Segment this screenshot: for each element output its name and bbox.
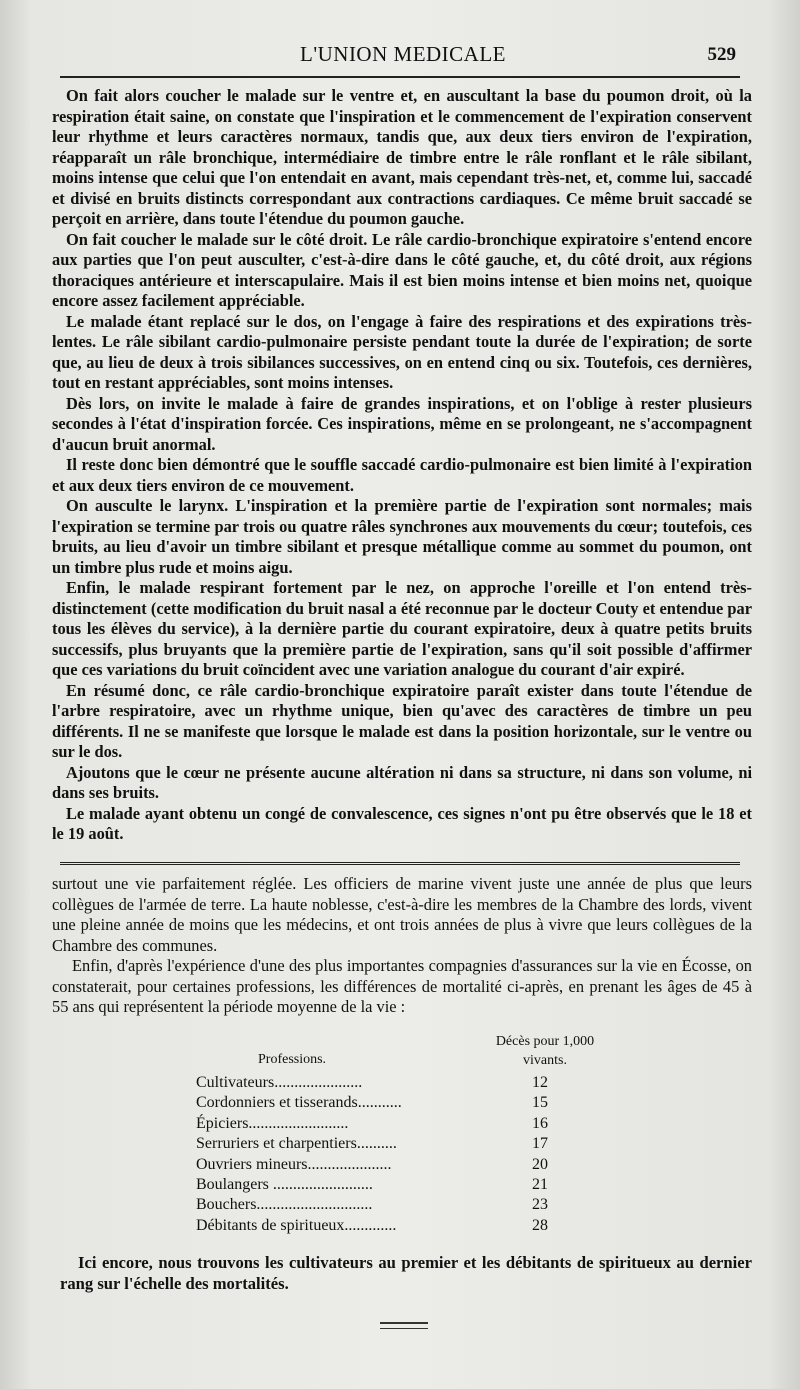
paragraph: surtout une vie parfaitement réglée. Les officiers de marine vivent juste une année de plus que leurs collègues de l'armée de terre. La haute noblesse, c'est-à-dire les membres de la Chambre des lords, vivent une pleine année de moins que les médecins, et ont trois années de plus à vivre que leurs collègues de la Chambre des communes. xyxy=(52,874,752,955)
header-rule xyxy=(60,76,740,78)
death-rate: 15 xyxy=(532,1094,548,1112)
table-row xyxy=(180,1094,610,1114)
page-header xyxy=(50,38,740,68)
column-header-deaths: Décès pour 1,000 vivants. xyxy=(495,1034,595,1068)
profession-name: Bouchers............................. xyxy=(196,1196,373,1214)
paragraph: Ajoutons que le cœur ne présente aucune altération ni dans sa structure, ni dans son volume, ni dans ses bruits. xyxy=(52,762,752,802)
death-rate: 23 xyxy=(532,1196,548,1214)
death-rate: 28 xyxy=(532,1216,548,1234)
table-row xyxy=(180,1074,610,1094)
paragraph: Le malade étant replacé sur le dos, on l'engage à faire des respirations et des expirations très-lentes. Le râle sibilant cardio-pulmonaire persiste pendant toute la durée de l'expiration; de sorte que, au lieu de deux à trois sibilances successives, on en entend cinq ou six. Toutefois, ces dernières, tout en restant appréciables, sont moins intenses. xyxy=(52,311,752,392)
paragraph: On ausculte le larynx. L'inspiration et la première partie de l'expiration sont normales; mais l'expiration se termine par trois ou quatre râles synchrones aux mouvements du cœur; toutefois, ces bruits, au lieu d'avoir un timbre sibilant et presque métallique comme au sommet du poumon, ont un timbre plus rude et moins aigu. xyxy=(52,496,752,577)
profession-name: Serruriers et charpentiers.......... xyxy=(196,1135,397,1153)
case-report-column xyxy=(52,86,752,845)
table-row xyxy=(180,1196,610,1216)
column-header-profession: Professions. xyxy=(258,1052,327,1067)
paragraph: Dès lors, on invite le malade à faire de grandes inspirations, et on l'oblige à rester plusieurs secondes à l'état d'inspiration forcée. Ces inspirations, même en se prolongeant, ne s'accompagnent d'aucun bruit anormal. xyxy=(52,393,752,454)
death-rate: 20 xyxy=(532,1155,548,1173)
death-rate: 17 xyxy=(532,1135,548,1153)
table-row xyxy=(180,1217,610,1237)
table-row xyxy=(180,1156,610,1176)
profession-name: Cordonniers et tisserands........... xyxy=(196,1094,402,1112)
running-title: L'UNION MEDICALE xyxy=(300,42,507,66)
paragraph: En résumé donc, ce râle cardio-bronchique expiratoire paraît exister dans toute l'étendue de l'arbre respiratoire, avec un rhythme unique, bien qu'avec des caractères de timbre un peu différents. Il ne se manifeste que lorsque le malade est dans la position horizontale, sur le ventre ou sur le dos. xyxy=(52,680,752,761)
feuilleton-column xyxy=(52,874,752,1018)
paragraph: Ici encore, nous trouvons les cultivateurs au premier et les débitants de spiritueux au dernier rang sur l'échelle des mortalités. xyxy=(60,1253,752,1293)
table-row xyxy=(180,1135,610,1155)
paragraph: On fait coucher le malade sur le côté droit. Le râle cardio-bronchique expiratoire s'entend encore aux parties que l'on peut ausculter, c'est-à-dire dans le côté gauche, et, du côté droit, aux régions thoraciques antérieure et interscapulaire. Mais il est bien moins intense et bien moins net, quoique encore assez facilement appréciable. xyxy=(52,229,752,310)
death-rate: 16 xyxy=(532,1114,548,1132)
page-number: 529 xyxy=(707,44,736,65)
profession-name: Épiciers......................... xyxy=(196,1114,349,1132)
paragraph: Enfin, le malade respirant fortement par le nez, on approche l'oreille et l'on entend très-distinctement (cette modification du bruit nasal a été reconnue par le docteur Couty et entendue par tous les élèves du service), à la dernière partie du courant expiratoire, deux à quatre petits bruits successifs, plus bruyants que la première partie de l'expiration, sans qu'il soit possible d'affirmer que ces variations du bruit coïncident avec une variation analogue du courant d'air expiré. xyxy=(52,578,752,679)
paragraph: Il reste donc bien démontré que le souffle saccadé cardio-pulmonaire est bien limité à l'expiration et aux deux tiers environ de ce mouvement. xyxy=(52,455,752,495)
table-row xyxy=(180,1115,610,1135)
profession-name: Ouvriers mineurs..................... xyxy=(196,1155,392,1173)
profession-name: Cultivateurs...................... xyxy=(196,1074,363,1091)
paragraph: Enfin, d'après l'expérience d'une des plus importantes compagnies d'assurances sur la vie en Écosse, on constaterait, pour certaines professions, les différences de mortalité ci-après, en prenant les âges de 45 à 55 ans qui représentent la période moyenne de la vie : xyxy=(52,956,752,1016)
mortality-table xyxy=(180,1032,610,1237)
section-divider xyxy=(60,862,740,868)
profession-name: Boulangers ......................... xyxy=(196,1175,373,1193)
paragraph: Le malade ayant obtenu un congé de convalescence, ces signes n'ont pu être observés que le 18 et le 19 août. xyxy=(52,803,752,843)
profession-name: Débitants de spiritueux............. xyxy=(196,1216,397,1234)
table-header xyxy=(180,1032,610,1074)
table-row xyxy=(180,1176,610,1196)
closing-paragraph xyxy=(60,1252,752,1294)
paragraph: On fait alors coucher le malade sur le ventre et, en auscultant la base du poumon droit, où la respiration était saine, on constate que l'inspiration et le commencement de l'expiration conservent leur rhythme et leurs caractères normaux, tandis que, aux deux tiers environ de l'expiration, réapparaît un râle bronchique, intermédiaire de timbre entre le râle ronflant et le râle sibilant, moins intense que celui que l'on entendait en avant, mais cependant très-net, et, comme lui, saccadé et divisé en bruits distincts correspondant aux contractions cardiaques. Ce même bruit saccadé se perçoit en arrière, dans toute l'étendue du poumon gauche. xyxy=(52,86,752,228)
end-ornament xyxy=(380,1322,428,1329)
death-rate: 12 xyxy=(532,1074,548,1091)
death-rate: 21 xyxy=(532,1175,548,1193)
